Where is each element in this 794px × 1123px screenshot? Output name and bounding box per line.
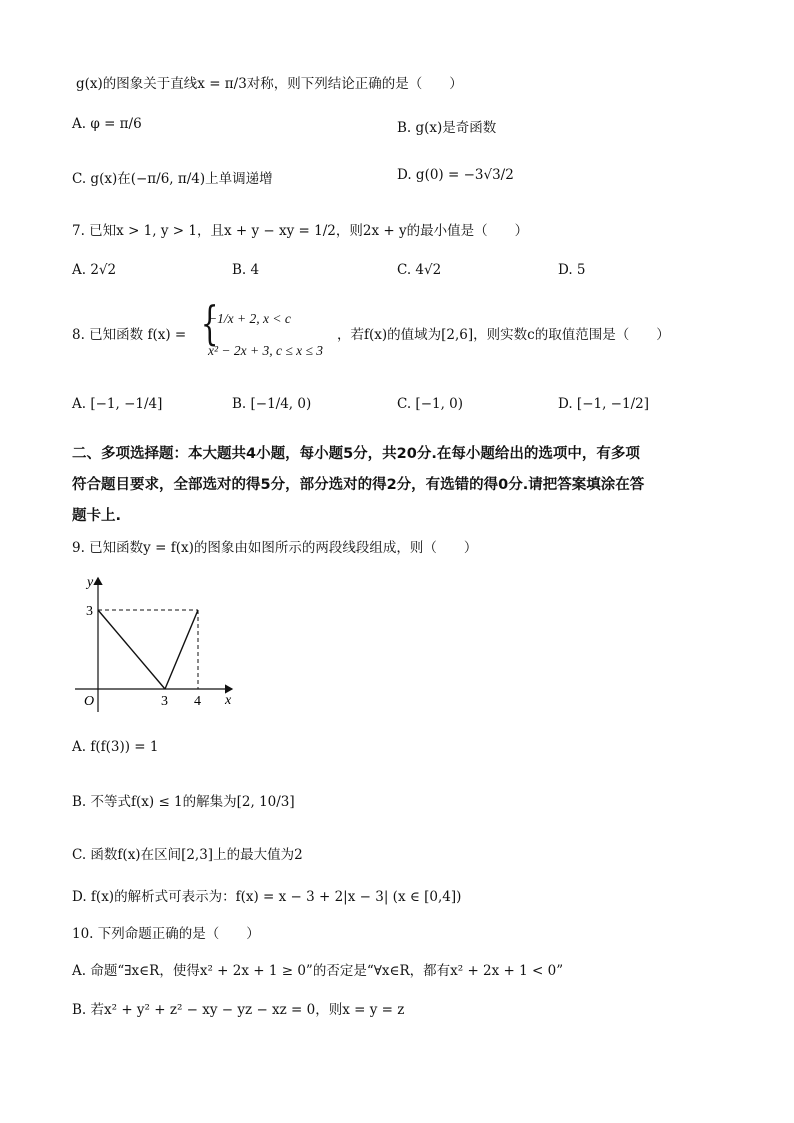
q10-stem: 10. 下列命题正确的是（ ） (72, 926, 260, 942)
q10-option-a: A. 命题“∃x∈R，使得x² + 2x + 1 ≥ 0”的否定是“∀x∈R，都有x² + 2x + 1 < 0” (72, 963, 564, 979)
y-tick-3: 3 (86, 604, 93, 619)
q9-graph (70, 572, 240, 717)
q8-stem-prefix: 8. 已知函数 f(x) = (72, 327, 187, 343)
origin-label: O (84, 694, 95, 709)
q6-option-d: D. g(0) = −3√3/2 (397, 167, 514, 183)
q9-option-d: D. f(x)的解析式可表示为：f(x) = x − 3 + 2|x − 3| (x ∈ [0,4]) (72, 889, 462, 905)
section2-line2: 符合题目要求，全部选对的得5分，部分选对的得2分，有选错的得0分.请把答案填涂在答 (72, 477, 645, 493)
q6-stem-tail: g(x)的图象关于直线x = π/3对称，则下列结论正确的是（ ） (76, 76, 463, 92)
q9-option-c: C. 函数f(x)在区间[2,3]上的最大值为2 (72, 847, 303, 863)
q7-stem: 7. 已知x > 1, y > 1，且x + y − xy = 1/2，则2x + y的最小值是（ ） (72, 223, 529, 239)
q9-stem: 9. 已知函数y = f(x)的图象由如图所示的两段线段组成，则（ ） (72, 540, 478, 556)
x-tick-3: 3 (161, 694, 168, 709)
q9-option-a: A. f(f(3)) = 1 (72, 739, 159, 755)
q8-option-b: B. [−1/4, 0) (232, 396, 312, 412)
y-axis-label: y (87, 575, 94, 590)
x-tick-4: 4 (194, 694, 201, 709)
q8-brace: { (200, 296, 219, 350)
q8-stem-suffix: ，若f(x)的值域为[2,6]，则实数c的取值范围是（ ） (337, 327, 670, 343)
q9-option-b: B. 不等式f(x) ≤ 1的解集为[2, 10/3] (72, 794, 295, 810)
q7-option-d: D. 5 (558, 262, 586, 278)
section2-line1: 二、多项选择题：本大题共4小题，每小题5分，共20分.在每小题给出的选项中，有多项 (72, 446, 640, 462)
x-axis-label: x (225, 693, 232, 708)
q7-option-b: B. 4 (232, 262, 260, 278)
q6-option-c: C. g(x)在(−π/6, π/4)上单调递增 (72, 171, 273, 187)
q8-option-c: C. [−1, 0) (397, 396, 464, 412)
q8-option-d: D. [−1, −1/2] (558, 396, 649, 412)
q7-option-c: C. 4√2 (397, 262, 442, 278)
segment-2 (165, 610, 198, 689)
q8-piece-2: x² − 2x + 3, c ≤ x ≤ 3 (208, 343, 324, 358)
q6-option-a: A. φ = π/6 (72, 116, 142, 132)
q10-option-b: B. 若x² + y² + z² − xy − yz − xz = 0，则x = y = z (72, 1002, 405, 1018)
q8-piece-1: −1/x + 2, x < c (208, 311, 291, 326)
q8-option-a: A. [−1, −1/4] (72, 396, 163, 412)
q6-option-b: B. g(x)是奇函数 (397, 120, 497, 136)
section2-line3: 题卡上. (72, 508, 122, 524)
segment-1 (98, 610, 165, 689)
q7-option-a: A. 2√2 (72, 262, 117, 278)
